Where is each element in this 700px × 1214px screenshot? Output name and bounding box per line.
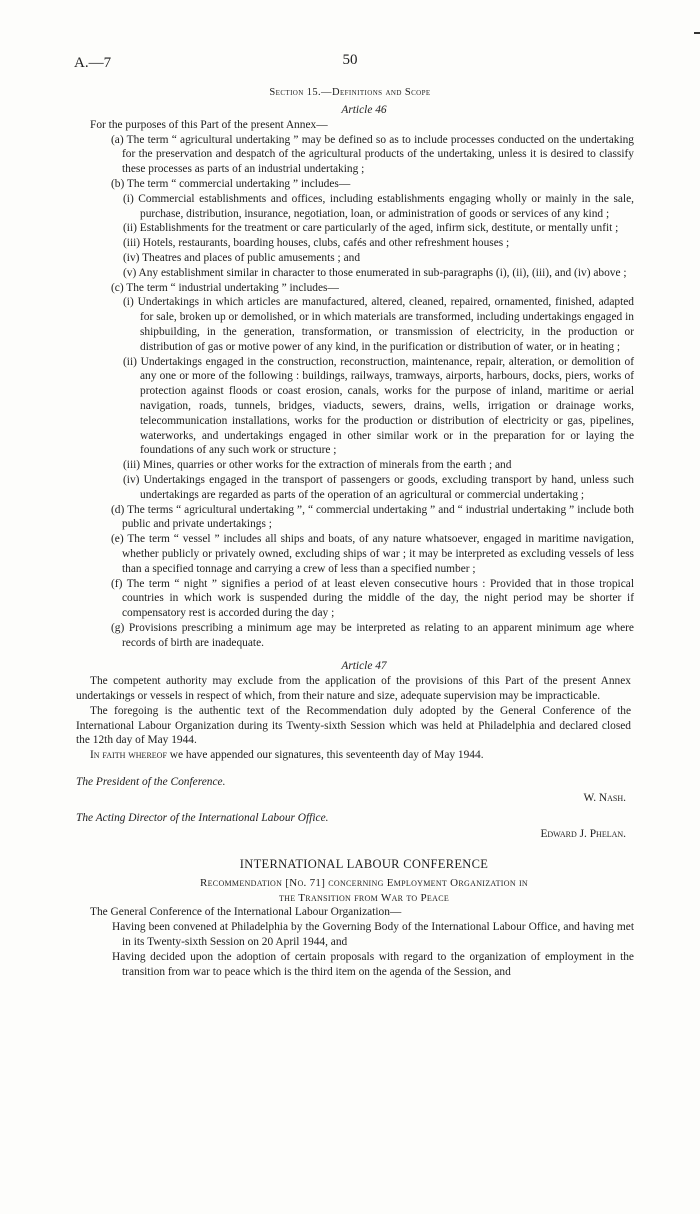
in-faith-lead: In faith whereof [90, 749, 167, 762]
president-signature-row [76, 775, 634, 791]
recommendation-title-line2: the Transition from War to Peace [278, 891, 450, 904]
director-name: Edward J. Phelan. [540, 828, 626, 841]
definition-c-iii: (iii) Mines, quarries or other works for the extraction of minerals from the earth ; and [123, 459, 512, 472]
definition-b-i: (i) Commercial establishments and offices, including establishments engaging wholly or mainly in the sale, purchase, distribution, insurance, negotiation, loan, or administration of goods or services of any kind ; [123, 192, 634, 220]
definition-b-iv: (iv) Theatres and places of public amusements ; and [123, 251, 361, 264]
article-47-text: The competent authority may exclude from the application of the provisions of this Part of the present Annex undertakings or vessels in respect of which, from their nature and size, adequate supervision may be impracticable. [76, 675, 631, 703]
director-name-row [94, 827, 634, 843]
definition-g: (g) Provisions prescribing a minimum age may be interpreted as relating to an apparent minimum age where records of birth are inadequate. [111, 621, 634, 649]
article-47-title: Article 47 [341, 660, 387, 673]
article-46-intro: For the purposes of this Part of the present Annex— [90, 118, 328, 131]
definition-d: (d) The terms “ agricultural undertaking ”, “ commercial undertaking ” and “ industrial undertaking ” include both public and private undertakings ; [111, 503, 634, 531]
conference-opening: The General Conference of the International Labour Organization— [90, 906, 402, 919]
definition-b-v: (v) Any establishment similar in character to those enumerated in sub-paragraphs (i), (ii), (iii), and (iv) above ; [123, 266, 627, 279]
definition-f: (f) The term “ night ” signifies a period of at least eleven consecutive hours : Provided that in those tropical countries in which work is suspended during the middle of the day, the night period may be shorter if compensatory rest is accorded during the day ; [111, 577, 634, 620]
president-label: The President of the Conference. [76, 776, 226, 789]
document-reference: A.—7 [74, 55, 112, 71]
article-46-title: Article 46 [341, 104, 387, 116]
authentic-text-statement: The foregoing is the authentic text of the Recommendation duly adopted by the General Conference of the International Labour Organization during its Twenty-sixth Session which was held at Philadelphia and declared closed the 12th day of May 1944. [76, 704, 631, 747]
section-title: Section 15.—Definitions and Scope [269, 87, 431, 98]
recommendation-title-line1: Recommendation [No. 71] concerning Employment Organization in [199, 876, 529, 889]
document-body [76, 103, 634, 979]
definition-a: (a) The term “ agricultural undertaking ” may be defined so as to include processes conducted on the undertaking for the preservation and despatch of the agricultural products of the undertaking, unless it is desired to classify these processes as parts of an industrial undertaking ; [111, 133, 634, 176]
definition-c-iv: (iv) Undertakings engaged in the transport of passengers or goods, excluding transport by hand, unless such undertakings are regarded as parts of the operation of an agricultural or commercial undertaking ; [123, 473, 634, 501]
definition-c-intro: (c) The term “ industrial undertaking ” includes— [111, 281, 339, 294]
conference-title: INTERNATIONAL LABOUR CONFERENCE [239, 857, 489, 872]
director-label: The Acting Director of the International Labour Office. [76, 812, 329, 825]
president-name: W. Nash. [583, 792, 626, 805]
page-edge-mark [694, 32, 700, 34]
page-number: 50 [342, 52, 358, 68]
director-signature-row [76, 811, 634, 827]
president-name-row [94, 791, 634, 807]
in-faith-rest: we have appended our signatures, this seventeenth day of May 1944. [166, 749, 484, 762]
definition-b-iii: (iii) Hotels, restaurants, boarding houses, clubs, cafés and other refreshment houses ; [123, 237, 510, 250]
definition-b-ii: (ii) Establishments for the treatment or care particularly of the aged, infirm sick, destitute, or mentally unfit ; [123, 222, 619, 235]
definition-b-intro: (b) The term “ commercial undertaking ” includes— [111, 177, 351, 190]
definition-c-ii: (ii) Undertakings engaged in the construction, reconstruction, maintenance, repair, alteration, or demolition of any one or more of the following : buildings, railways, tramways, airports, harbours, docks, piers, works of protection against floods or coast erosion, canals, works for the purpose of inland, maritime or aerial navigation, roads, tunnels, bridges, viaducts, sewers, drains, wells, irrigation or drainage works, telecommunication installations, works for the production or distribution of electricity or gas, pipelines, waterworks, and undertakings engaged in other similar work or in the preparation for or laying the foundations of any such work or structure ; [123, 355, 634, 457]
definition-c-i: (i) Undertakings in which articles are manufactured, altered, cleaned, repaired, ornamented, finished, adapted for sale, broken up or demolished, or in which materials are transformed, including undertakings engaged in shipbuilding, in the generation, transformation, or transmission of electricity, in the production or distribution of gas or motive power of any kind, in the purification or distribution of water, or in heating ; [123, 296, 634, 353]
in-faith-statement [76, 748, 631, 763]
definition-e: (e) The term “ vessel ” includes all ships and boats, of any nature whatsoever, engaged in maritime navigation, whether publicly or privately owned, excluding ships of war ; it may be interpreted as excluding vessels of less than a specified tonnage and carrying a crew of less than a specified number ; [111, 533, 634, 575]
preamble-paragraph-1: Having been convened at Philadelphia by the Governing Body of the International Labour Office, and having met in its Twenty-sixth Session on 20 April 1944, and [112, 921, 634, 949]
preamble-paragraph-2: Having decided upon the adoption of certain proposals with regard to the organization of employment in the transition from war to peace which is the third item on the agenda of the Session, and [112, 950, 634, 978]
